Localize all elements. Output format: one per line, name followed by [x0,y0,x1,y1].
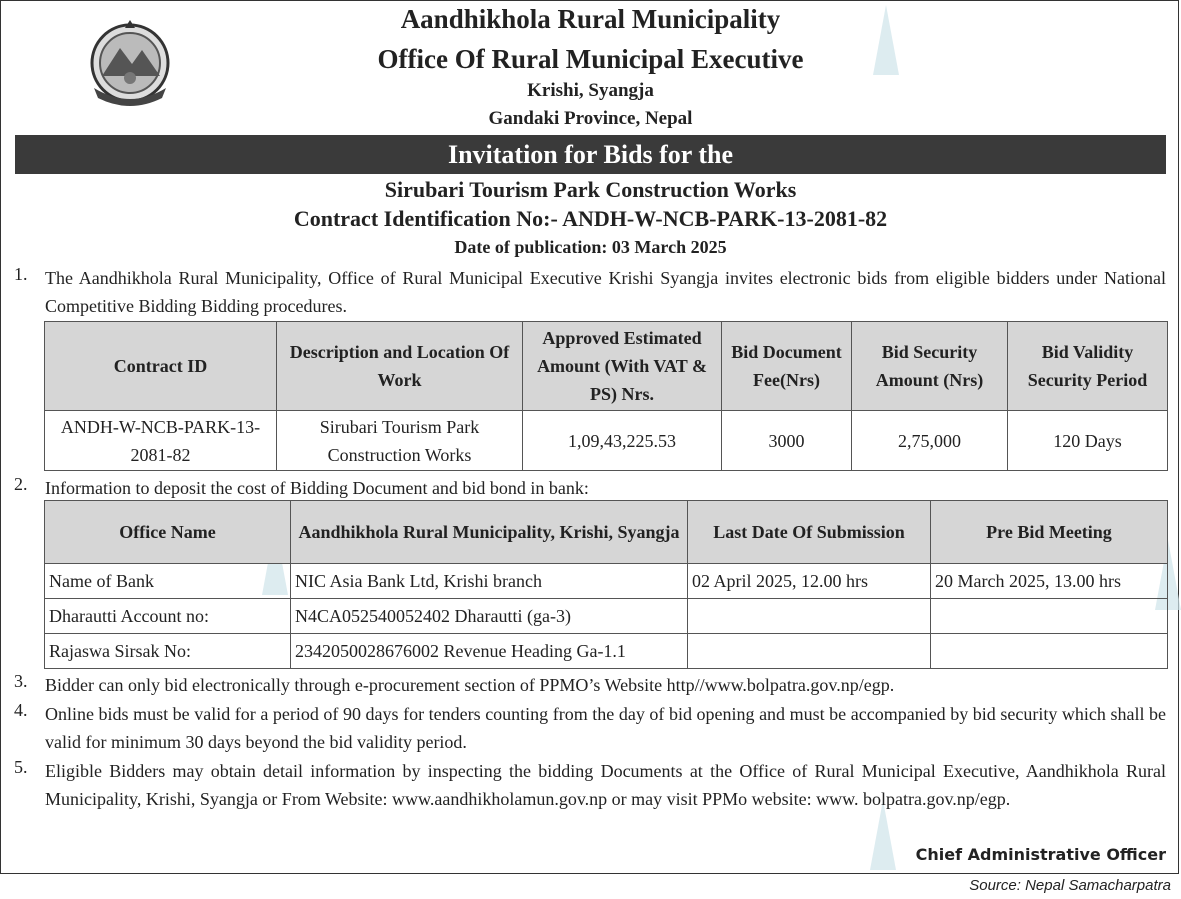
item-text: Bidder can only bid electronically through e-procurement section of PPMO’s Website http//www.bolpatra.gov.np/egp. [45,675,895,695]
item-number: 2. [14,474,28,494]
signatory-title: Chief Administrative Officer [915,845,1166,864]
publication-date: Date of publication: 03 March 2025 [454,237,727,257]
address-line-1: Krishi, Syangja [527,80,654,101]
table-row [45,411,1168,471]
invitation-banner: Invitation for Bids for the [15,135,1166,174]
item-text: The Aandhikhola Rural Municipality, Office of Rural Municipal Executive Krishi Syangja invites electronic bids from eligible bidders under National Competitive Bidding Bidding procedures. [45,268,1166,316]
bank-info-table [44,500,1168,669]
project-title: Sirubari Tourism Park Construction Works [384,177,797,202]
item-text: Online bids must be valid for a period of 90 days for tenders counting from the day of bid opening and must be accompanied by bid security which shall be valid for minimum 30 days beyond the bid validity period. [45,704,1166,752]
item-number: 4. [14,700,28,720]
item-number: 1. [14,264,28,284]
table-header: Bid Document Fee(Nrs) [722,322,852,411]
table-cell: Sirubari Tourism Park Construction Works [277,411,523,471]
table-header: Bid Validity Security Period [1008,322,1168,411]
table-row [45,634,1168,669]
item-text: Information to deposit the cost of Bidding Document and bid bond in bank: [45,478,589,498]
table-cell: 2342050028676002 Revenue Heading Ga-1.1 [291,634,688,669]
item-text: Eligible Bidders may obtain detail information by inspecting the bidding Documents at the Office of Rural Municipal Executive, Aandhikhola Rural Municipality, Krishi, Syangja or From Website: www.aandhikholamun.gov.np or may visit PPMo website: www. bolpatra.gov.np/egp. [45,761,1166,809]
table-cell [931,634,1168,669]
table-cell: 3000 [722,411,852,471]
table-cell: 20 March 2025, 13.00 hrs [931,564,1168,599]
item-number: 5. [14,757,28,777]
table-cell: 1,09,43,225.53 [523,411,722,471]
table-header: Last Date Of Submission [688,501,931,564]
table-cell: 120 Days [1008,411,1168,471]
table-header: Office Name [45,501,291,564]
item-number: 3. [14,671,28,691]
address-line-2: Gandaki Province, Nepal [488,108,693,129]
table-cell: 2,75,000 [852,411,1008,471]
table-row [45,564,1168,599]
table-cell: ANDH-W-NCB-PARK-13-2081-82 [45,411,277,471]
municipality-name: Aandhikhola Rural Municipality [400,4,781,34]
table-header: Approved Estimated Amount (With VAT & PS) Nrs. [523,322,722,411]
contract-identification: Contract Identification No:- ANDH-W-NCB-PARK-13-2081-82 [293,206,888,231]
office-name: Office Of Rural Municipal Executive [377,44,804,74]
table-header: Description and Location Of Work [277,322,523,411]
table-cell: N4CA052540052402 Dharautti (ga-3) [291,599,688,634]
source-credit: Source: Nepal Samacharpatra [969,877,1171,894]
table-header: Contract ID [45,322,277,411]
table-cell [688,599,931,634]
table-row [45,599,1168,634]
table-cell [688,634,931,669]
table-cell: 02 April 2025, 12.00 hrs [688,564,931,599]
table-header: Pre Bid Meeting [931,501,1168,564]
table-cell: Name of Bank [45,564,291,599]
table-cell: NIC Asia Bank Ltd, Krishi branch [291,564,688,599]
table-cell: Dharautti Account no: [45,599,291,634]
table-header: Aandhikhola Rural Municipality, Krishi, Syangja [291,501,688,564]
table-cell [931,599,1168,634]
contract-table [44,321,1168,471]
table-header: Bid Security Amount (Nrs) [852,322,1008,411]
table-cell: Rajaswa Sirsak No: [45,634,291,669]
